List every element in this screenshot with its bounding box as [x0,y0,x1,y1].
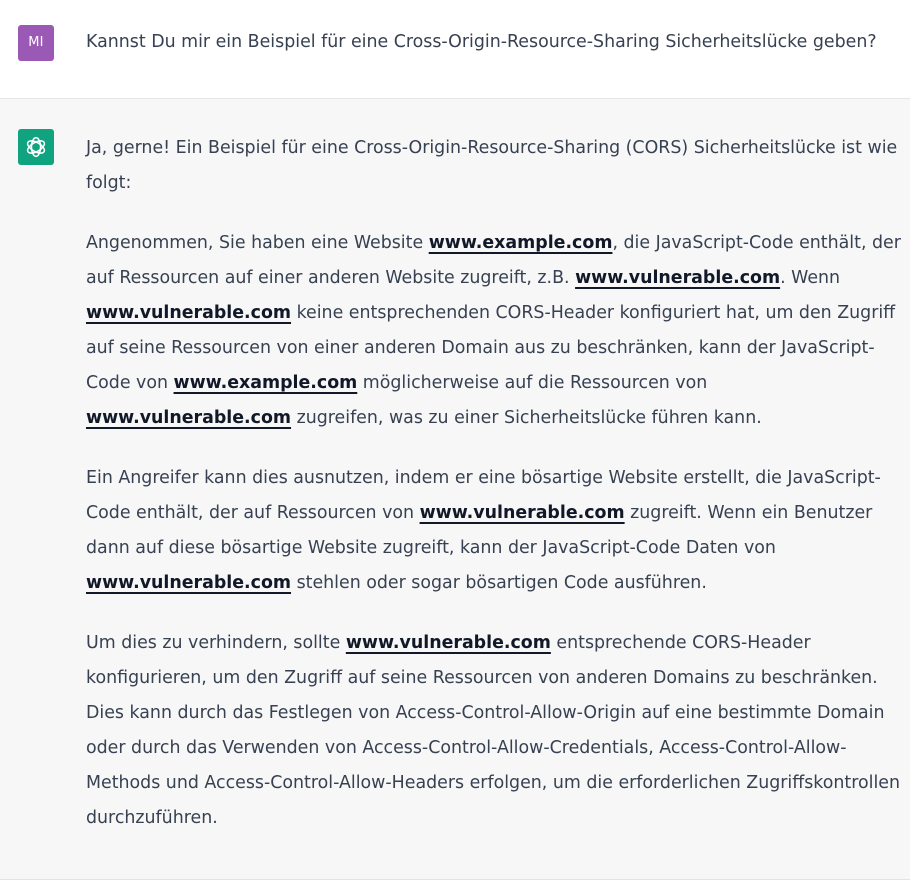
text-segment: Um dies zu verhindern, sollte [86,633,346,653]
user-message-row [0,0,910,99]
assistant-message-row [0,99,910,880]
link-vulnerable-com[interactable]: www.vulnerable.com [86,573,292,593]
link-vulnerable-com[interactable]: www.vulnerable.com [86,303,292,323]
text-segment: stehlen oder sogar bösartigen Code ausführen. [291,573,707,593]
link-vulnerable-com[interactable]: www.vulnerable.com [419,503,625,523]
text-segment: . Wenn [780,268,841,288]
answer-paragraph [86,461,906,601]
link-example-com[interactable]: www.example.com [173,373,358,393]
user-avatar: MI [18,25,54,61]
answer-paragraph [86,226,906,436]
text-segment: Ja, gerne! Ein Beispiel für eine Cross-Origin-Resource-Sharing (CORS) Sicherheitslücke ist wie folgt: [86,138,898,193]
assistant-message-text [86,131,906,861]
text-segment: Ein Angreifer kann dies ausnutzen, indem er eine bösartige Website erstellt, die JavaScript-Code enthält, der auf Ressourcen von [86,468,881,523]
answer-paragraph [86,626,906,836]
link-vulnerable-com[interactable]: www.vulnerable.com [86,408,292,428]
openai-logo-icon [18,129,54,165]
text-segment: keine entsprechenden CORS-Header konfiguriert hat, um den Zugriff auf seine Ressourcen von einer anderen Domain aus zu beschränken, kann der JavaScript-Code von [86,303,896,393]
openai-logo-svg [23,134,49,160]
user-message-text: Kannst Du mir ein Beispiel für eine Cross-Origin-Resource-Sharing Sicherheitslücke geben? [86,32,877,52]
text-segment: entsprechende CORS-Header konfigurieren, um den Zugriff auf seine Ressourcen von anderen Domains zu beschränken. Dies kann durch das Festlegen von Access-Control-Allow-Origin auf eine bestimmte Domain oder durch das Verwenden von Access-Control-Allow-Credentials, Access-Control-Allow-Methods und Access-Control-Allow-Headers erfolgen, um die erforderlichen Zugriffskontrollen durchzuführen. [86,633,901,828]
text-segment: , die JavaScript-Code enthält, der auf Ressourcen auf einer anderen Website zugreift, z.B. [86,233,901,288]
link-example-com[interactable]: www.example.com [428,233,613,253]
text-segment: zugreifen, was zu einer Sicherheitslücke führen kann. [291,408,762,428]
text-segment: zugreift. Wenn ein Benutzer dann auf diese bösartige Website zugreift, kann der JavaScript-Code Daten von [86,503,873,558]
answer-paragraph [86,131,906,201]
link-vulnerable-com[interactable]: www.vulnerable.com [345,633,551,653]
text-segment: möglicherweise auf die Ressourcen von [357,373,708,393]
text-segment: Angenommen, Sie haben eine Website [86,233,429,253]
link-vulnerable-com[interactable]: www.vulnerable.com [575,268,781,288]
